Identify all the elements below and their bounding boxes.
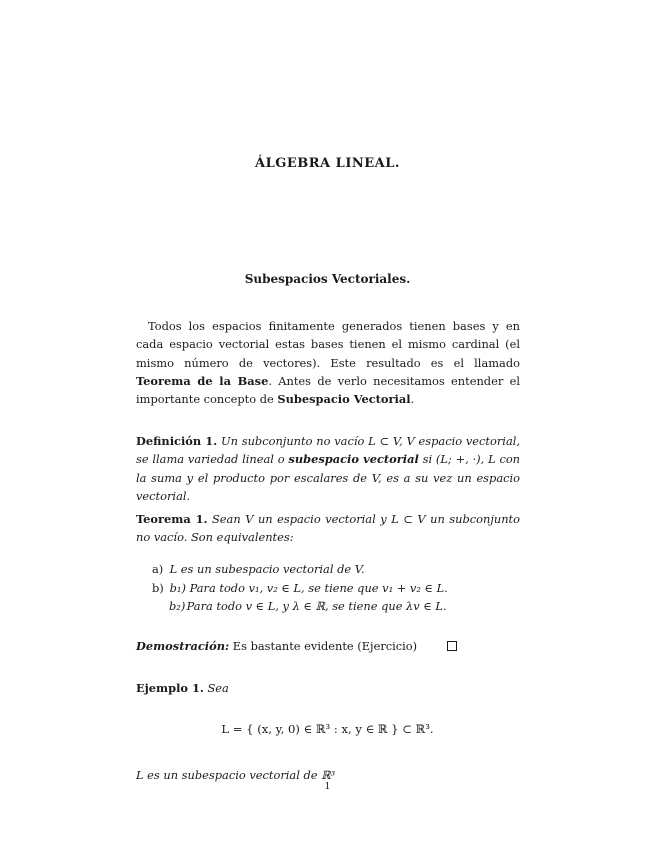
item-b1-text: Para todo v₁, v₂ ∈ L, se tiene que v₁ + v₂ ∈ L. bbox=[189, 581, 448, 595]
theorem-item-a bbox=[152, 560, 520, 578]
item-a-text: L es un subespacio vectorial de V. bbox=[169, 562, 365, 576]
proof-label: Demostración: bbox=[136, 639, 230, 653]
example-label: Ejemplo 1. bbox=[136, 681, 204, 695]
proof-text: Es bastante evidente (Ejercicio) bbox=[229, 639, 418, 653]
theorem-item-b1 bbox=[152, 579, 520, 597]
item-b-label: b) bbox=[152, 581, 164, 595]
intro-text-1: Todos los espacios finitamente generados tienen bases y en cada espacio vectorial estas bases tienen el mismo cardinal (el mismo número de vectores). Este resultado es el llamado bbox=[136, 319, 520, 370]
example-conclusion: L es un subespacio vectorial de ℝ³ bbox=[136, 768, 336, 782]
section-title: Subespacios Vectoriales. bbox=[244, 272, 411, 286]
intro-paragraph bbox=[136, 317, 520, 408]
item-b2-label: b₂) bbox=[169, 599, 186, 613]
definition-bold: subespacio vectorial bbox=[288, 452, 419, 467]
definition-label: Definición 1. bbox=[136, 434, 218, 448]
theorem-label: Teorema 1. bbox=[136, 512, 208, 526]
theorem-text: Sean V un espacio vectorial y L ⊂ V un subconjunto no vacío. Son equivalentes: bbox=[136, 512, 520, 545]
example-formula: L = { (x, y, 0) ∈ ℝ³ : x, y ∈ ℝ } ⊂ ℝ³. bbox=[221, 722, 434, 736]
intro-text-2: . Antes de verlo necesitamos entender el importante concepto de bbox=[136, 373, 520, 407]
intro-bold-1: Teorema de la Base bbox=[136, 373, 269, 388]
qed-square-icon bbox=[447, 641, 457, 651]
intro-bold-2: Subespacio Vectorial bbox=[277, 392, 411, 407]
intro-text-3: . bbox=[410, 392, 415, 407]
definition-text-1: Un subconjunto no vacío L ⊂ V, V espacio vectorial, se llama variedad lineal o bbox=[136, 434, 521, 467]
item-b1-label: b₁) bbox=[169, 581, 186, 595]
theorem-item-b2 bbox=[152, 597, 520, 615]
document-title: ÁLGEBRA LINEAL. bbox=[255, 156, 400, 171]
example-block bbox=[136, 679, 520, 697]
page-number: 1 bbox=[324, 782, 331, 792]
proof-block bbox=[136, 637, 520, 655]
item-b2-text: Para todo v ∈ L, y λ ∈ ℝ, se tiene que λv ∈ L. bbox=[186, 599, 447, 613]
example-text: Sea bbox=[203, 681, 229, 695]
definition-text-2: si (L; +, ·), L con la suma y el producto por escalares de V, es a su vez un espacio vectorial. bbox=[136, 452, 521, 503]
item-a-label: a) bbox=[152, 562, 164, 576]
definition-block bbox=[136, 432, 520, 505]
theorem-block bbox=[136, 510, 520, 547]
